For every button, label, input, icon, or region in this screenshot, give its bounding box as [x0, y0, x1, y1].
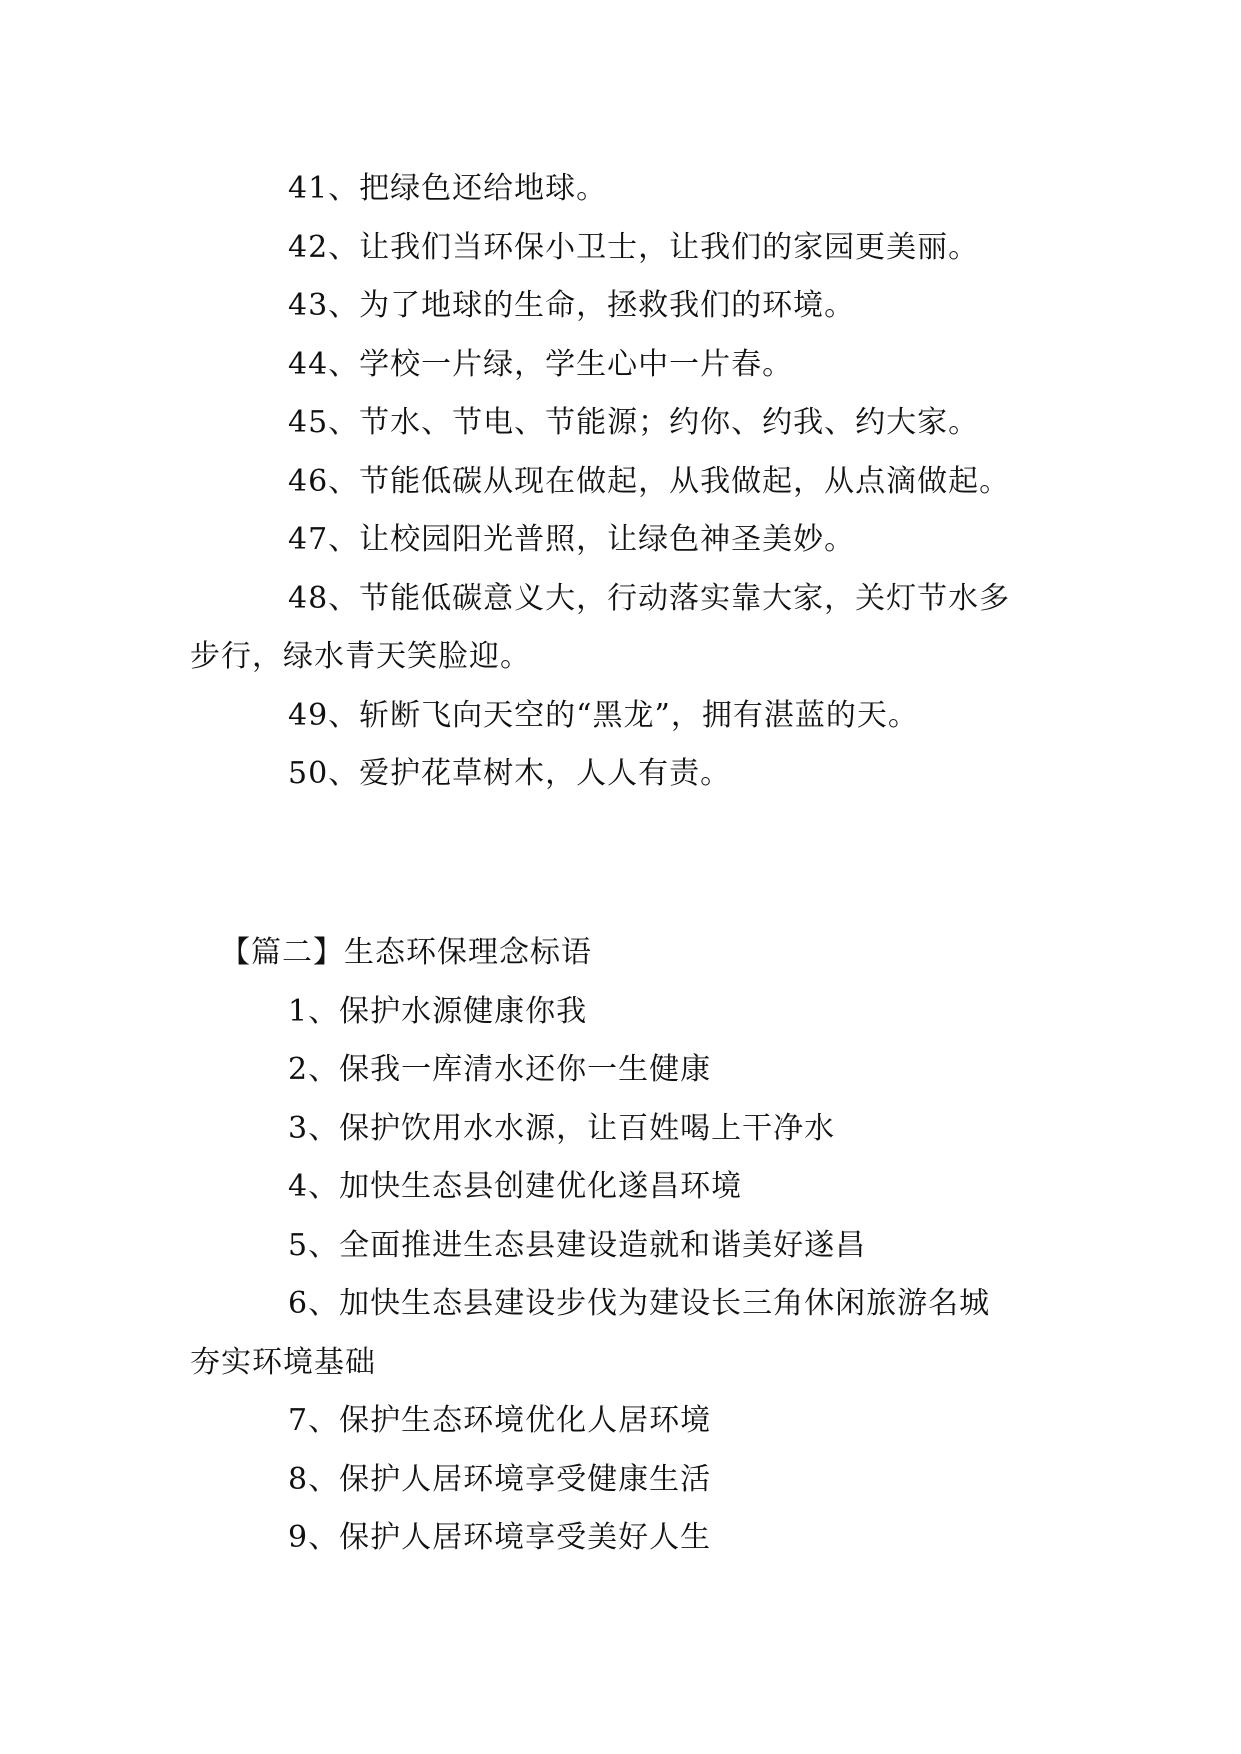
- list-item: 7、保护生态环境优化人居环境: [288, 1403, 712, 1438]
- list-item: 41、把绿色还给地球。: [288, 171, 608, 206]
- list-item: 9、保护人居环境享受美好人生: [288, 1520, 712, 1555]
- slogan-list-part-1: [190, 160, 1070, 804]
- list-item: 3、保护饮用水水源，让百姓喝上干净水: [288, 1110, 836, 1146]
- list-item: 49、斩断飞向天空的“黑龙”，拥有湛蓝的天。: [288, 697, 919, 733]
- list-item: 2、保我一库清水还你一生健康: [288, 1052, 712, 1087]
- list-item: 44、学校一片绿，学生心中一片春。: [288, 346, 794, 382]
- list-item: 45、节水、节电、节能源；约你、约我、约大家。: [288, 405, 980, 440]
- list-item: 43、为了地球的生命，拯救我们的环境。: [288, 288, 856, 323]
- slogan-list-part-2: [190, 924, 1070, 1568]
- list-item: 47、让校园阳光普照，让绿色神圣美妙。: [288, 522, 856, 557]
- list-item-48-line-1: 48、节能低碳意义大，行动落实靠大家，关灯节水多: [288, 580, 1011, 616]
- list-item: 4、加快生态县创建优化遂昌环境: [288, 1169, 743, 1204]
- list-item: 42、让我们当环保小卫士，让我们的家园更美丽。: [288, 229, 980, 265]
- list-item: 5、全面推进生态县建设造就和谐美好遂昌: [288, 1227, 867, 1263]
- section-heading: 【篇二】生态环保理念标语: [220, 935, 592, 970]
- list-item-6-line-2: 夯实环境基础: [190, 1344, 376, 1380]
- list-item: 50、爱护花草树木，人人有责。: [288, 756, 732, 791]
- list-item: 1、保护水源健康你我: [288, 993, 588, 1029]
- list-item: 46、节能低碳从现在做起，从我做起，从点滴做起。: [288, 463, 1011, 499]
- list-item-48-line-2: 步行，绿水青天笑脸迎。: [190, 639, 531, 674]
- list-item-6-line-1: 6、加快生态县建设步伐为建设长三角休闲旅游名城: [288, 1286, 991, 1321]
- list-item: 8、保护人居环境享受健康生活: [288, 1461, 712, 1497]
